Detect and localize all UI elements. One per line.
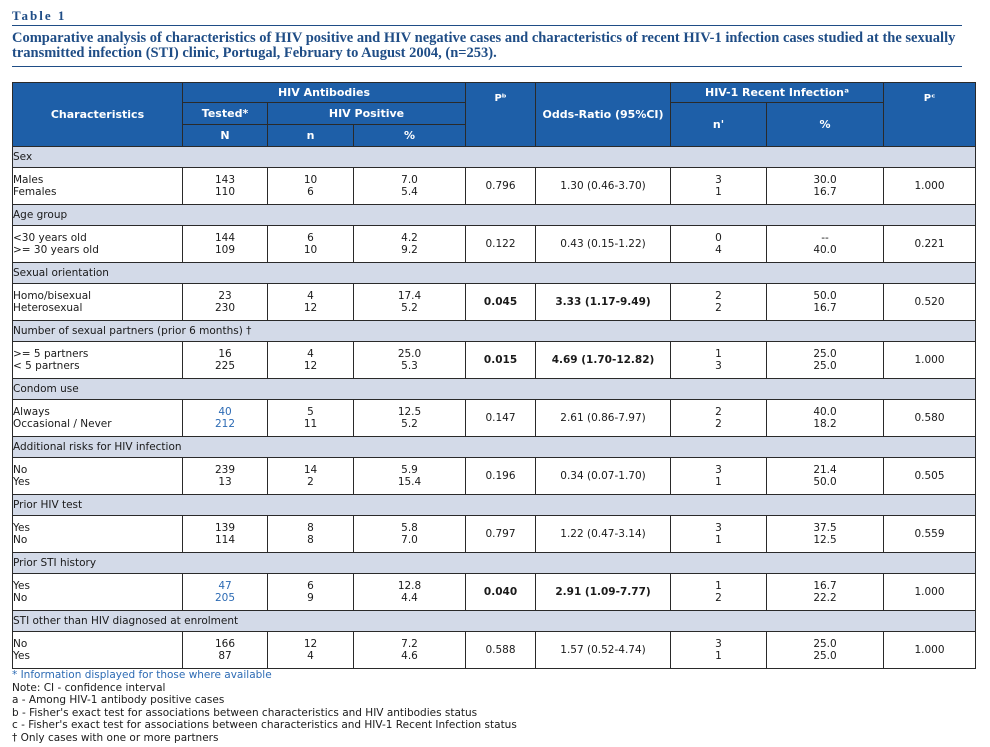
section-title: Prior HIV test [13, 495, 976, 516]
cell-line: 139 [214, 522, 236, 534]
cell-line: 30.0 [813, 174, 837, 186]
header-N: N [183, 125, 268, 147]
cell-line: 1 [715, 580, 722, 592]
cell-line: 11 [303, 418, 318, 430]
cell-line: 2 [715, 418, 722, 430]
note-line: b - Fisher's exact test for associations between characteristics and HIV antibodies status [12, 706, 478, 719]
results-table [12, 82, 976, 669]
cell-line: 3 [715, 174, 722, 186]
cell-line: 16 [218, 348, 232, 360]
cell-tested-N [183, 168, 268, 205]
cell-line: 2 [715, 290, 722, 302]
cell-recent-n [671, 632, 767, 669]
cell-line: No [13, 638, 28, 650]
cell-recent-pct [767, 632, 884, 669]
header-characteristics: Characteristics [13, 83, 183, 147]
cell-p2-value: 0.559 [884, 516, 976, 553]
cell-positive-n [268, 574, 354, 611]
header-n-prime: n' [671, 103, 767, 147]
cell-p2-value: 0.505 [884, 458, 976, 495]
cell-line: 12 [303, 360, 318, 372]
cell-line: < 5 partners [13, 360, 80, 372]
cell-line: No [13, 592, 28, 604]
cell-positive-pct [354, 516, 466, 553]
cell-line: 110 [214, 186, 236, 198]
cell-line: 17.4 [397, 290, 422, 302]
cell-line: 12 [303, 302, 318, 314]
cell-p-value: 0.196 [466, 458, 536, 495]
cell-line: Males [13, 174, 44, 186]
cell-line: 1 [715, 476, 722, 488]
cell-labels [13, 168, 183, 205]
header-hiv-antibodies: HIV Antibodies [183, 83, 466, 103]
cell-line: 239 [214, 464, 236, 476]
section-title: Prior STI history [13, 553, 976, 574]
cell-line: 12.8 [397, 580, 422, 592]
cell-odds-ratio: 2.61 (0.86-7.97) [536, 400, 671, 437]
table-notes [12, 669, 517, 745]
cell-line: 4 [715, 244, 722, 256]
cell-tested-N [183, 342, 268, 379]
cell-line: 25.0 [813, 348, 837, 360]
section-title: Additional risks for HIV infection [13, 437, 976, 458]
cell-positive-pct [354, 458, 466, 495]
cell-recent-n [671, 226, 767, 263]
cell-line: 25.0 [813, 638, 837, 650]
note-line: Note: CI - confidence interval [12, 681, 166, 694]
data-row [13, 574, 976, 611]
note-line: † Only cases with one or more partners [12, 731, 219, 744]
cell-line: 14 [303, 464, 318, 476]
cell-positive-pct [354, 284, 466, 321]
cell-line: 5.2 [401, 302, 418, 314]
cell-tested-N [183, 284, 268, 321]
cell-line: 16.7 [813, 580, 837, 592]
cell-recent-n [671, 284, 767, 321]
cell-line: 2 [307, 476, 314, 488]
cell-line: Yes [13, 522, 30, 534]
header-pb: Pᵇ [466, 83, 536, 147]
cell-recent-n [671, 400, 767, 437]
cell-line: Occasional / Never [13, 418, 112, 430]
section-title: STI other than HIV diagnosed at enrolment [13, 611, 976, 632]
cell-p-value: 0.015 [466, 342, 536, 379]
data-row [13, 632, 976, 669]
cell-line: 144 [214, 232, 236, 244]
cell-line: 5.8 [401, 522, 418, 534]
caption-rule [12, 66, 962, 67]
cell-line: 1 [715, 534, 722, 546]
section-title: Number of sexual partners (prior 6 months) † [13, 321, 976, 342]
cell-recent-n [671, 516, 767, 553]
cell-positive-n [268, 400, 354, 437]
cell-line: 109 [214, 244, 236, 256]
cell-p-value: 0.147 [466, 400, 536, 437]
cell-positive-n [268, 458, 354, 495]
cell-labels [13, 516, 183, 553]
cell-line: 6 [307, 232, 314, 244]
cell-line: 2 [715, 302, 722, 314]
cell-line: 4 [307, 650, 314, 662]
cell-odds-ratio: 0.43 (0.15-1.22) [536, 226, 671, 263]
cell-line: 4 [307, 290, 314, 302]
data-row [13, 342, 976, 379]
note-line: a - Among HIV-1 antibody positive cases [12, 694, 225, 707]
cell-line: 5.2 [401, 418, 418, 430]
section-title: Condom use [13, 379, 976, 400]
cell-line: 8 [307, 522, 314, 534]
cell-odds-ratio: 1.22 (0.47-3.14) [536, 516, 671, 553]
cell-line: 6 [307, 580, 314, 592]
section-row [13, 495, 976, 516]
cell-line: 21.4 [813, 464, 837, 476]
cell-tested-N [183, 400, 268, 437]
cell-recent-n [671, 458, 767, 495]
cell-line: 2 [715, 592, 722, 604]
cell-line: 1 [715, 348, 722, 360]
cell-recent-pct [767, 458, 884, 495]
cell-p-value: 0.797 [466, 516, 536, 553]
note-line: * Information displayed for those where available [12, 669, 272, 681]
cell-line: 114 [214, 534, 236, 546]
cell-positive-pct [354, 168, 466, 205]
header-pct2: % [767, 103, 884, 147]
cell-line: 1 [715, 186, 722, 198]
cell-tested-N [183, 632, 268, 669]
cell-labels [13, 284, 183, 321]
cell-line: 5.9 [401, 464, 418, 476]
cell-line: 2 [715, 406, 722, 418]
cell-line: >= 5 partners [13, 348, 89, 360]
cell-positive-n [268, 284, 354, 321]
cell-line: 3 [715, 360, 722, 372]
section-title: Age group [13, 205, 976, 226]
cell-positive-pct [354, 342, 466, 379]
cell-labels [13, 458, 183, 495]
data-row [13, 284, 976, 321]
cell-line: 25.0 [813, 650, 837, 662]
cell-line: 7.0 [401, 174, 418, 186]
cell-line: Always [13, 406, 50, 418]
cell-positive-n [268, 516, 354, 553]
cell-p2-value: 1.000 [884, 632, 976, 669]
cell-recent-n [671, 342, 767, 379]
cell-tested-N [183, 574, 268, 611]
cell-line: 3 [715, 522, 722, 534]
cell-positive-pct [354, 226, 466, 263]
cell-p-value: 0.040 [466, 574, 536, 611]
cell-odds-ratio: 4.69 (1.70-12.82) [536, 342, 671, 379]
cell-line: No [13, 534, 28, 546]
section-row [13, 611, 976, 632]
section-row [13, 205, 976, 226]
cell-line: 4.6 [401, 650, 418, 662]
section-row [13, 437, 976, 458]
cell-tested-N [183, 458, 268, 495]
cell-line: 37.5 [813, 522, 837, 534]
cell-positive-pct [354, 574, 466, 611]
cell-line: 1 [715, 650, 722, 662]
cell-line: 230 [214, 302, 236, 314]
cell-line: >= 30 years old [13, 244, 99, 256]
cell-line: 8 [307, 534, 314, 546]
cell-labels [13, 400, 183, 437]
section-row [13, 321, 976, 342]
cell-odds-ratio: 0.34 (0.07-1.70) [536, 458, 671, 495]
cell-line: 7.0 [401, 534, 418, 546]
cell-line: 4.4 [401, 592, 418, 604]
cell-line: -- [821, 232, 829, 244]
cell-line: 50.0 [813, 290, 837, 302]
section-row [13, 263, 976, 284]
cell-recent-n [671, 574, 767, 611]
data-row [13, 168, 976, 205]
cell-p2-value: 0.580 [884, 400, 976, 437]
cell-line: 87 [218, 650, 232, 662]
cell-recent-n [671, 168, 767, 205]
data-row [13, 226, 976, 263]
cell-line: No [13, 464, 28, 476]
cell-recent-pct [767, 168, 884, 205]
data-row [13, 516, 976, 553]
cell-line: 5.4 [401, 186, 418, 198]
section-row [13, 379, 976, 400]
cell-line: 3 [715, 638, 722, 650]
cell-line: 5 [307, 406, 314, 418]
cell-line: Yes [13, 650, 30, 662]
cell-line: 12 [303, 638, 318, 650]
cell-positive-pct [354, 400, 466, 437]
cell-labels [13, 226, 183, 263]
cell-line: 12.5 [397, 406, 422, 418]
section-row [13, 147, 976, 168]
cell-line: 18.2 [813, 418, 837, 430]
note-line: c - Fisher's exact test for associations between characteristics and HIV-1 Recent Infection status [12, 719, 517, 732]
cell-line: 9 [307, 592, 314, 604]
cell-tested-N [183, 516, 268, 553]
cell-line: Yes [13, 476, 30, 488]
cell-positive-n [268, 226, 354, 263]
cell-line: 15.4 [397, 476, 422, 488]
cell-line: 9.2 [401, 244, 418, 256]
cell-p2-value: 1.000 [884, 342, 976, 379]
cell-line: 40 [218, 406, 232, 418]
section-row [13, 553, 976, 574]
cell-line: 13 [218, 476, 232, 488]
header-pct: % [354, 125, 466, 147]
cell-line: 40.0 [813, 244, 837, 256]
cell-labels [13, 342, 183, 379]
cell-recent-pct [767, 574, 884, 611]
cell-p-value: 0.796 [466, 168, 536, 205]
cell-line: 23 [218, 290, 232, 302]
data-row [13, 458, 976, 495]
cell-line: 6 [307, 186, 314, 198]
cell-line: 225 [214, 360, 236, 372]
cell-positive-pct [354, 632, 466, 669]
cell-line: 166 [214, 638, 236, 650]
cell-line: 16.7 [813, 302, 837, 314]
cell-line: 4.2 [401, 232, 418, 244]
cell-line: <30 years old [13, 232, 87, 244]
cell-positive-n [268, 632, 354, 669]
cell-line: 143 [214, 174, 236, 186]
cell-tested-N [183, 226, 268, 263]
cell-line: 50.0 [813, 476, 837, 488]
cell-odds-ratio: 2.91 (1.09-7.77) [536, 574, 671, 611]
cell-line: 22.2 [813, 592, 837, 604]
cell-recent-pct [767, 342, 884, 379]
cell-p2-value: 0.221 [884, 226, 976, 263]
cell-line: 4 [307, 348, 314, 360]
cell-line: 205 [214, 592, 236, 604]
section-title: Sexual orientation [13, 263, 976, 284]
cell-recent-pct [767, 516, 884, 553]
cell-odds-ratio: 3.33 (1.17-9.49) [536, 284, 671, 321]
cell-recent-pct [767, 284, 884, 321]
table-label: Table 1 [12, 8, 67, 23]
cell-p2-value: 1.000 [884, 168, 976, 205]
cell-line: Homo/bisexual [13, 290, 92, 302]
cell-line: Heterosexual [13, 302, 83, 314]
cell-recent-pct [767, 400, 884, 437]
cell-line: 10 [303, 174, 318, 186]
cell-line: 5.3 [401, 360, 418, 372]
cell-line: 10 [303, 244, 318, 256]
cell-line: 7.2 [401, 638, 418, 650]
header-tested: Tested* [183, 103, 268, 125]
cell-line: 0 [715, 232, 722, 244]
header-odds-ratio: Odds-Ratio (95%CI) [536, 83, 671, 147]
cell-p2-value: 1.000 [884, 574, 976, 611]
cell-p-value: 0.122 [466, 226, 536, 263]
cell-labels [13, 632, 183, 669]
cell-p2-value: 0.520 [884, 284, 976, 321]
cell-labels [13, 574, 183, 611]
cell-odds-ratio: 1.57 (0.52-4.74) [536, 632, 671, 669]
title-rule [12, 25, 962, 26]
cell-line: 25.0 [813, 360, 837, 372]
cell-line: 25.0 [397, 348, 422, 360]
table-caption: Comparative analysis of characteristics of HIV positive and HIV negative cases and characteristics of recent HIV-1 infection cases studied at the sexually transmitted infection (STI) clinic, Portugal, February to August 2004, (n=253). [12, 30, 956, 61]
header-recent-infection: HIV-1 Recent Infectionᵃ [671, 83, 884, 103]
header-n: n [268, 125, 354, 147]
cell-line: Females [13, 186, 57, 198]
cell-positive-n [268, 168, 354, 205]
cell-line: 212 [214, 418, 236, 430]
cell-line: 47 [218, 580, 232, 592]
cell-line: 16.7 [813, 186, 837, 198]
data-row [13, 400, 976, 437]
cell-p-value: 0.045 [466, 284, 536, 321]
cell-recent-pct [767, 226, 884, 263]
cell-line: Yes [13, 580, 30, 592]
section-title: Sex [13, 147, 976, 168]
cell-line: 40.0 [813, 406, 837, 418]
header-hiv-positive: HIV Positive [268, 103, 466, 125]
cell-line: 3 [715, 464, 722, 476]
header-pc: Pᶜ [884, 83, 976, 147]
cell-p-value: 0.588 [466, 632, 536, 669]
cell-odds-ratio: 1.30 (0.46-3.70) [536, 168, 671, 205]
cell-positive-n [268, 342, 354, 379]
cell-line: 12.5 [813, 534, 837, 546]
